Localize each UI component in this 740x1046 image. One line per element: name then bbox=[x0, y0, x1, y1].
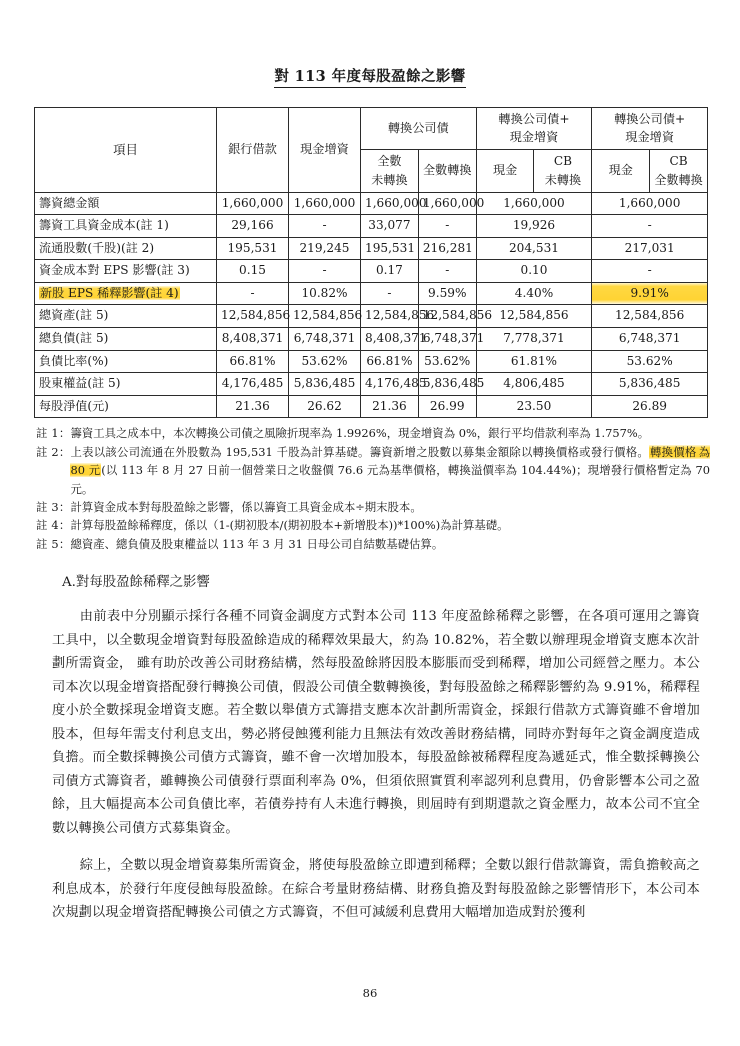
header-sub-cb-unconverted bbox=[534, 150, 592, 192]
table-cell: 195,531 bbox=[361, 237, 419, 260]
table-cell: 21.36 bbox=[361, 395, 419, 418]
table-cell: 216,281 bbox=[418, 237, 476, 260]
note-text-part2: (以 113 年 8 月 27 日前一個營業日之收盤價 76.6 元為基準價格，轉換溢價率為 104.44%)；現增發行價格暫定為 70 元。 bbox=[70, 463, 710, 496]
table-row bbox=[35, 327, 708, 350]
table-cell: 10.82% bbox=[289, 282, 361, 305]
row-label bbox=[35, 215, 217, 238]
row-label-text: 資金成本對 EPS 影響(註 3) bbox=[39, 263, 190, 278]
table-cell: - bbox=[217, 282, 289, 305]
note-highlight-conversion-price: 轉換價格 bbox=[650, 444, 697, 459]
header-sub-cb-converted bbox=[650, 150, 708, 192]
note-text: 總資產、總負債及股東權益以 113 年 3 月 31 日母公司自結數基礎估算。 bbox=[70, 536, 444, 551]
table-cell: 217,031 bbox=[592, 237, 708, 260]
table-cell: 12,584,856 bbox=[217, 305, 289, 328]
table-cell: 12,584,856 bbox=[592, 305, 708, 328]
table-cell: 1,660,000 bbox=[217, 192, 289, 215]
note-item bbox=[36, 443, 710, 498]
header-cb-plus-cash-1-line2: 現金增資 bbox=[509, 130, 559, 145]
header-sub-all-unconverted-line1: 全數 bbox=[377, 154, 402, 169]
table-cell: 7,778,371 bbox=[476, 327, 592, 350]
table-cell: 12,584,856 bbox=[476, 305, 592, 328]
row-label-text: 總資產(註 5) bbox=[39, 308, 109, 323]
row-label-text: 每股淨值(元) bbox=[39, 398, 109, 413]
header-cash-capital-increase: 現金增資 bbox=[289, 107, 361, 192]
table-cell: 12,584,856 bbox=[418, 305, 476, 328]
note-item bbox=[36, 516, 710, 534]
header-cb-plus-cash-1 bbox=[476, 107, 592, 150]
row-label bbox=[35, 395, 217, 418]
header-sub-cb-unconverted-line2: 未轉換 bbox=[544, 173, 582, 188]
table-head bbox=[35, 107, 708, 192]
header-sub-cb-converted-line2: 全數轉換 bbox=[654, 173, 703, 188]
table-cell: 0.10 bbox=[476, 260, 592, 283]
note-text bbox=[70, 443, 710, 498]
row-label-text: 籌資工具資金成本(註 1) bbox=[39, 218, 169, 233]
table-cell: 33,077 bbox=[361, 215, 419, 238]
table-row bbox=[35, 215, 708, 238]
table-cell: 6,748,371 bbox=[418, 327, 476, 350]
row-label bbox=[35, 282, 217, 305]
table-cell: 8,408,371 bbox=[361, 327, 419, 350]
table-cell: 204,531 bbox=[476, 237, 592, 260]
table-cell: 6,748,371 bbox=[289, 327, 361, 350]
note-label: 註 2： bbox=[36, 444, 71, 459]
table-cell: 1,660,000 bbox=[418, 192, 476, 215]
row-label-text: 股東權益(註 5) bbox=[39, 376, 121, 391]
table-cell: 5,836,485 bbox=[592, 373, 708, 396]
table-cell: 53.62% bbox=[289, 350, 361, 373]
table-cell: 12,584,856 bbox=[361, 305, 419, 328]
row-label-text: 新股 EPS 稀釋影響(註 4) bbox=[40, 285, 179, 300]
table-cell: 0.17 bbox=[361, 260, 419, 283]
table-cell: 21.36 bbox=[217, 395, 289, 418]
body-section bbox=[0, 553, 740, 924]
table-cell: 219,245 bbox=[289, 237, 361, 260]
table-cell: 26.62 bbox=[289, 395, 361, 418]
header-cb-plus-cash-2-line1: 轉換公司債+ bbox=[614, 111, 686, 126]
row-label bbox=[35, 260, 217, 283]
table-cell: - bbox=[289, 260, 361, 283]
note-text: 計算每股盈餘稀釋度，係以（1-(期初股本/(期初股本+新增股本))*100%)為計算基礎。 bbox=[70, 518, 509, 533]
table-header-row-1 bbox=[35, 107, 708, 150]
row-label bbox=[35, 237, 217, 260]
header-sub-cash-2: 現金 bbox=[592, 150, 650, 192]
table-cell: 4,176,485 bbox=[217, 373, 289, 396]
note-highlight-price-value: 為 80 元 bbox=[70, 444, 710, 478]
header-cb-plus-cash-2-line2: 現金增資 bbox=[625, 130, 675, 145]
table-cell: 4.40% bbox=[476, 282, 592, 305]
table-cell: - bbox=[592, 260, 708, 283]
table-cell: 61.81% bbox=[476, 350, 592, 373]
row-label-text: 總負債(註 5) bbox=[39, 330, 109, 345]
table-cell: 4,176,485 bbox=[361, 373, 419, 396]
header-sub-cash-1: 現金 bbox=[476, 150, 534, 192]
row-label bbox=[35, 192, 217, 215]
table-cell: - bbox=[592, 215, 708, 238]
header-sub-cb-unconverted-line1: CB bbox=[553, 154, 572, 169]
header-convertible-bond: 轉換公司債 bbox=[361, 107, 477, 150]
table-cell: 26.99 bbox=[418, 395, 476, 418]
header-cb-plus-cash-2 bbox=[592, 107, 708, 150]
table-row bbox=[35, 260, 708, 283]
table-cell: 1,660,000 bbox=[476, 192, 592, 215]
note-item bbox=[36, 424, 710, 442]
table-cell: - bbox=[418, 215, 476, 238]
table-cell: 1,660,000 bbox=[592, 192, 708, 215]
table-cell: 5,836,485 bbox=[289, 373, 361, 396]
table-cell: 1,660,000 bbox=[361, 192, 419, 215]
table-cell: 53.62% bbox=[592, 350, 708, 373]
table-cell: 195,531 bbox=[217, 237, 289, 260]
table-row bbox=[35, 237, 708, 260]
page-title-text: 對 113 年度每股盈餘之影響 bbox=[274, 68, 465, 88]
section-heading: A.對每股盈餘稀釋之影響 bbox=[62, 575, 210, 591]
note-text-part1: 上表以該公司流通在外股數為 195,531 千股為計算基礎。籌資新增之股數以募集金額除以轉換價格或發行價格。 bbox=[70, 444, 650, 459]
table-cell: 9.59% bbox=[418, 282, 476, 305]
header-bank-loan: 銀行借款 bbox=[217, 107, 289, 192]
row-label bbox=[35, 305, 217, 328]
note-text: 籌資工具之成本中，本次轉換公司債之風險折現率為 1.9926%，現金增資為 0%，銀行平均借款利率為 1.757%。 bbox=[70, 426, 650, 441]
table-row bbox=[35, 395, 708, 418]
table-row bbox=[35, 282, 708, 305]
note-label: 註 4： bbox=[36, 518, 71, 533]
table-cell: - bbox=[289, 215, 361, 238]
row-label-text: 流通股數(千股)(註 2) bbox=[39, 240, 155, 255]
header-sub-all-unconverted bbox=[361, 150, 419, 192]
note-label: 註 3： bbox=[36, 499, 71, 514]
header-sub-all-converted: 全數轉換 bbox=[418, 150, 476, 192]
header-sub-all-unconverted-line2: 未轉換 bbox=[371, 173, 408, 188]
header-item: 項目 bbox=[35, 107, 217, 192]
eps-impact-table-wrapper bbox=[0, 85, 740, 419]
table-row bbox=[35, 350, 708, 373]
table-cell: 66.81% bbox=[361, 350, 419, 373]
table-cell: 0.15 bbox=[217, 260, 289, 283]
header-cb-plus-cash-1-line1: 轉換公司債+ bbox=[498, 111, 570, 126]
table-cell: 26.89 bbox=[592, 395, 708, 418]
table-cell: 23.50 bbox=[476, 395, 592, 418]
note-text: 計算資金成本對每股盈餘之影響，係以籌資工具資金成本÷期末股本。 bbox=[70, 499, 422, 514]
table-cell: 4,806,485 bbox=[476, 373, 592, 396]
header-sub-cb-converted-line1: CB bbox=[669, 154, 688, 169]
table-row bbox=[35, 373, 708, 396]
table-body bbox=[35, 192, 708, 417]
row-label bbox=[35, 373, 217, 396]
notes-list bbox=[0, 418, 740, 553]
table-cell: - bbox=[361, 282, 419, 305]
row-label-text: 負債比率(%) bbox=[39, 353, 109, 368]
note-label: 註 5： bbox=[36, 536, 71, 551]
table-cell: 29,166 bbox=[217, 215, 289, 238]
table-cell: 66.81% bbox=[217, 350, 289, 373]
table-cell: 53.62% bbox=[418, 350, 476, 373]
table-cell: - bbox=[418, 260, 476, 283]
eps-impact-table bbox=[34, 107, 708, 419]
body-paragraph: 由前表中分別顯示採行各種不同資金調度方式對本公司 113 年度盈餘稀釋之影響，在各項可運用之籌資工具中，以全數現金增資對每股盈餘造成的稀釋效果最大，約為 10.82%，若全數以辦理現金增資支應本次計劃所需資金， 雖有助於改善公司財務結構，然每股盈餘將因股本膨脹而受到稀釋，增加公司經營之壓力。本公司本次以現金增資搭配發行轉換公司債，假設公司債全數轉換後，對每股盈餘之稀釋影響約為 9.91%，稀釋程度小於全數採現金增資支應。若全數以舉債方式籌措支應本次計劃所需資金，採銀行借款方式籌資雖不會增加股本，但每年需支付利息支出，勢必將侵蝕獲利能力且無法有效改善財務結構，同時亦對每年之資金調度造成負擔。而全數採轉換公司債方式籌資，雖不會一次增加股本，每股盈餘被稀釋程度為遞延式，惟全數採轉換公司債方式籌資者，雖轉換公司債發行票面利率為 0%，但須依照實質利率認列利息費用，仍會影響本公司之盈餘，且大幅提高本公司負債比率，若債券持有人未進行轉換，則屆時有到期還款之資金壓力，故本公司不宜全數以轉換公司債方式募集資金。 bbox=[52, 609, 700, 836]
body-paragraph: 綜上，全數以現金增資募集所需資金，將使每股盈餘立即遭到稀釋；全數以銀行借款籌資，需負擔較高之利息成本，於發行年度侵蝕每股盈餘。在綜合考量財務結構、財務負擔及對每股盈餘之影響情形下，本公司本次規劃以現金增資搭配轉換公司債之方式籌資，不但可減緩利息費用大幅增加造成對於獲利 bbox=[52, 858, 700, 921]
table-cell: 8,408,371 bbox=[217, 327, 289, 350]
note-item bbox=[36, 498, 710, 516]
table-cell: 12,584,856 bbox=[289, 305, 361, 328]
page-title bbox=[0, 0, 740, 85]
table-cell: 6,748,371 bbox=[592, 327, 708, 350]
table-row bbox=[35, 192, 708, 215]
row-label bbox=[35, 327, 217, 350]
page-number: 86 bbox=[362, 986, 378, 1000]
table-row bbox=[35, 305, 708, 328]
table-cell: 9.91% bbox=[592, 282, 708, 305]
table-cell: 19,926 bbox=[476, 215, 592, 238]
row-label bbox=[35, 350, 217, 373]
note-label: 註 1： bbox=[36, 426, 71, 441]
table-cell: 5,836,485 bbox=[418, 373, 476, 396]
table-cell: 1,660,000 bbox=[289, 192, 361, 215]
row-label-text: 籌資總金額 bbox=[39, 195, 100, 210]
note-item bbox=[36, 535, 710, 553]
